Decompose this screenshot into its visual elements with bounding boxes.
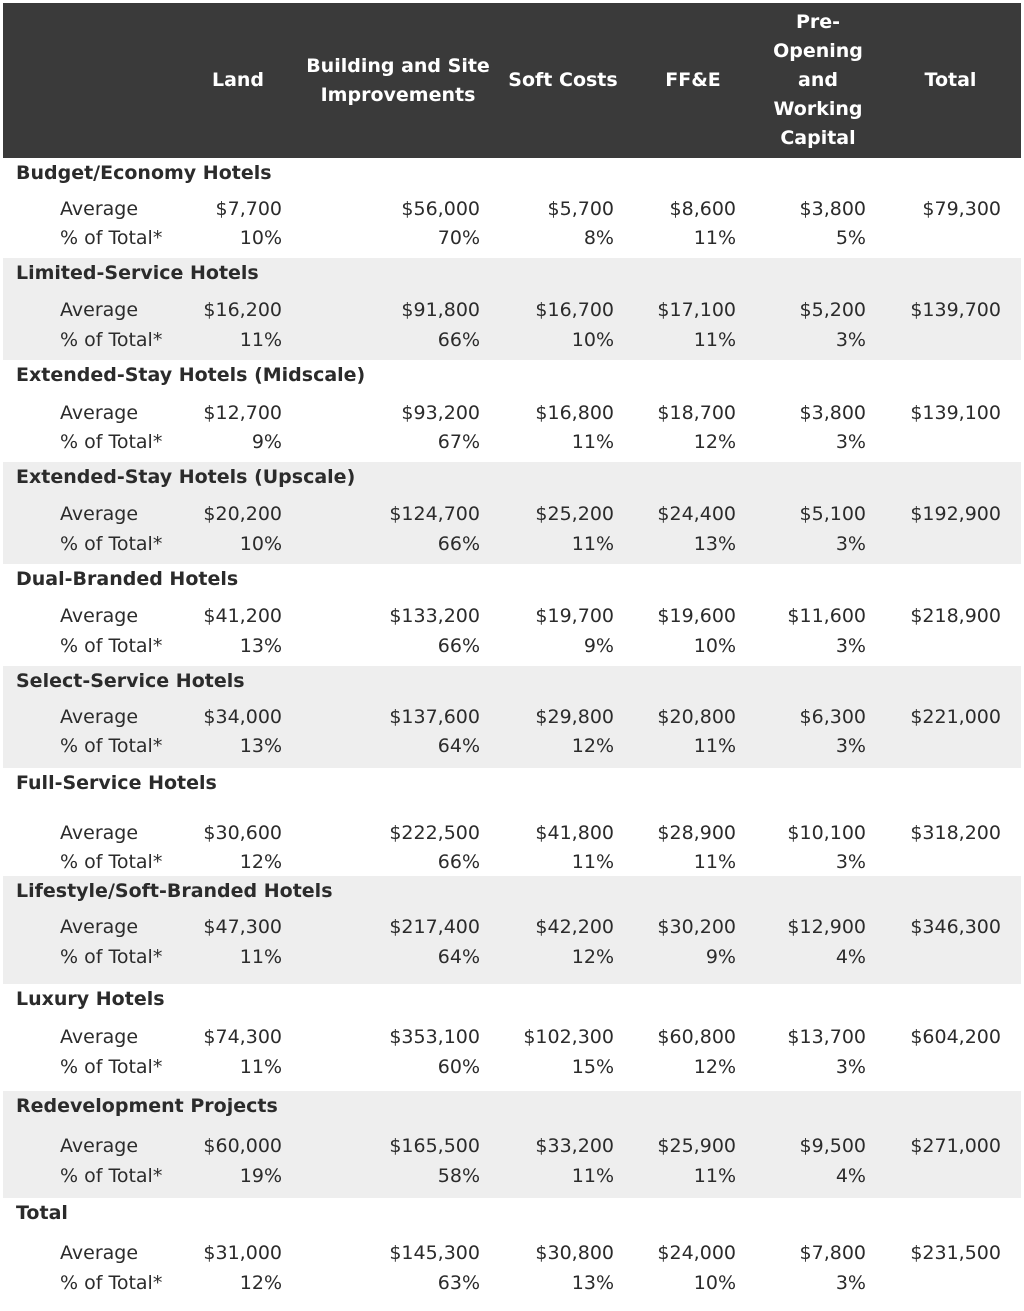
section-title: Extended-Stay Hotels (Midscale) xyxy=(16,364,366,386)
pct-row-cell: 11% xyxy=(693,329,736,351)
average-row-label: Average xyxy=(60,299,139,321)
pct-row-cell: 66% xyxy=(437,635,480,657)
pct-row-label: % of Total* xyxy=(60,329,163,351)
pct-row-cell: 5% xyxy=(835,227,866,249)
section-title: Full-Service Hotels xyxy=(16,772,217,794)
average-row-label: Average xyxy=(60,198,139,220)
col-header-ffe: FF&E xyxy=(665,69,721,91)
average-row-cell: $19,600 xyxy=(657,605,736,627)
pct-row-cell: 66% xyxy=(437,533,480,555)
pct-row-cell: 11% xyxy=(693,851,736,873)
pct-row-cell: 13% xyxy=(239,735,282,757)
average-row-cell: $60,000 xyxy=(203,1135,282,1157)
average-row-cell: $133,200 xyxy=(389,605,480,627)
col-header-soft-costs: Soft Costs xyxy=(508,69,618,91)
average-row-cell: $8,600 xyxy=(669,198,736,220)
average-row-cell: $29,800 xyxy=(535,706,614,728)
average-row-cell: $10,100 xyxy=(787,822,866,844)
pct-row-cell: 11% xyxy=(571,431,614,453)
average-row-cell: $165,500 xyxy=(389,1135,480,1157)
average-row-cell: $217,400 xyxy=(389,916,480,938)
pct-row-cell: 13% xyxy=(571,1272,614,1294)
section-group xyxy=(3,768,1021,876)
pct-row-cell: 15% xyxy=(571,1056,614,1078)
average-row-cell: $145,300 xyxy=(389,1242,480,1264)
pct-row-cell: 64% xyxy=(437,946,480,968)
average-row-cell: $218,900 xyxy=(910,605,1001,627)
average-row-cell: $346,300 xyxy=(910,916,1001,938)
average-row-cell: $3,800 xyxy=(799,198,866,220)
pct-row-cell: 10% xyxy=(693,1272,736,1294)
pct-row-cell: 10% xyxy=(693,635,736,657)
section-title: Luxury Hotels xyxy=(16,988,165,1010)
average-row-cell: $41,800 xyxy=(535,822,614,844)
average-row-cell: $34,000 xyxy=(203,706,282,728)
average-row-label: Average xyxy=(60,1026,139,1048)
average-row-cell: $31,000 xyxy=(203,1242,282,1264)
average-row-cell: $30,200 xyxy=(657,916,736,938)
average-row-cell: $30,800 xyxy=(535,1242,614,1264)
pct-row-label: % of Total* xyxy=(60,946,163,968)
pct-row-cell: 11% xyxy=(571,851,614,873)
average-row-label: Average xyxy=(60,1242,139,1264)
pct-row-cell: 3% xyxy=(835,533,866,555)
average-row-label: Average xyxy=(60,706,139,728)
section-title: Redevelopment Projects xyxy=(16,1095,278,1117)
pct-row-cell: 12% xyxy=(693,431,736,453)
pct-row-cell: 3% xyxy=(835,851,866,873)
pct-row-cell: 63% xyxy=(437,1272,480,1294)
average-row-cell: $5,700 xyxy=(547,198,614,220)
pct-row-cell: 12% xyxy=(571,946,614,968)
section-group xyxy=(3,158,1021,258)
average-row-cell: $20,800 xyxy=(657,706,736,728)
pct-row-cell: 13% xyxy=(239,635,282,657)
average-row-cell: $47,300 xyxy=(203,916,282,938)
pct-row-label: % of Total* xyxy=(60,431,163,453)
average-row-cell: $28,900 xyxy=(657,822,736,844)
pct-row-cell: 11% xyxy=(239,946,282,968)
pct-row-label: % of Total* xyxy=(60,851,163,873)
pct-row-cell: 60% xyxy=(437,1056,480,1078)
pct-row-cell: 12% xyxy=(693,1056,736,1078)
section-group xyxy=(3,666,1021,768)
average-row-cell: $7,700 xyxy=(215,198,282,220)
average-row-label: Average xyxy=(60,503,139,525)
average-row-cell: $271,000 xyxy=(910,1135,1001,1157)
pct-row-cell: 70% xyxy=(437,227,480,249)
section-group xyxy=(3,258,1021,360)
pct-row-cell: 3% xyxy=(835,431,866,453)
pct-row-cell: 11% xyxy=(239,1056,282,1078)
average-row-cell: $91,800 xyxy=(401,299,480,321)
section-title: Lifestyle/Soft-Branded Hotels xyxy=(16,880,333,902)
average-row-cell: $6,300 xyxy=(799,706,866,728)
pct-row-cell: 9% xyxy=(705,946,736,968)
average-row-cell: $74,300 xyxy=(203,1026,282,1048)
average-row-cell: $9,500 xyxy=(799,1135,866,1157)
pct-row-cell: 10% xyxy=(239,533,282,555)
average-row-cell: $3,800 xyxy=(799,402,866,424)
average-row-cell: $25,900 xyxy=(657,1135,736,1157)
pct-row-cell: 11% xyxy=(571,533,614,555)
average-row-cell: $5,200 xyxy=(799,299,866,321)
average-row-cell: $12,900 xyxy=(787,916,866,938)
section-title: Select-Service Hotels xyxy=(16,670,245,692)
section-group xyxy=(3,462,1021,564)
pct-row-label: % of Total* xyxy=(60,1056,163,1078)
average-row-cell: $13,700 xyxy=(787,1026,866,1048)
average-row-label: Average xyxy=(60,402,139,424)
table-header xyxy=(3,3,1021,158)
pct-row-cell: 11% xyxy=(693,1165,736,1187)
col-header-total: Total xyxy=(924,69,977,91)
pct-row-label: % of Total* xyxy=(60,735,163,757)
pct-row-cell: 3% xyxy=(835,635,866,657)
average-row-cell: $137,600 xyxy=(389,706,480,728)
average-row-cell: $16,700 xyxy=(535,299,614,321)
pct-row-label: % of Total* xyxy=(60,1272,163,1294)
pct-row-cell: 12% xyxy=(571,735,614,757)
average-row-cell: $56,000 xyxy=(401,198,480,220)
pct-row-label: % of Total* xyxy=(60,635,163,657)
average-row-cell: $24,400 xyxy=(657,503,736,525)
pct-row-cell: 10% xyxy=(571,329,614,351)
average-row-cell: $19,700 xyxy=(535,605,614,627)
section-title: Dual-Branded Hotels xyxy=(16,568,239,590)
section-group xyxy=(3,1091,1021,1198)
pct-row-cell: 9% xyxy=(583,635,614,657)
pct-row-cell: 11% xyxy=(693,227,736,249)
average-row-label: Average xyxy=(60,1135,139,1157)
average-row-cell: $353,100 xyxy=(389,1026,480,1048)
col-header-preopening: Pre- Opening and Working Capital xyxy=(773,11,863,149)
average-row-cell: $11,600 xyxy=(787,605,866,627)
pct-row-cell: 64% xyxy=(437,735,480,757)
average-row-cell: $93,200 xyxy=(401,402,480,424)
section-group xyxy=(3,1198,1021,1311)
average-row-cell: $102,300 xyxy=(523,1026,614,1048)
average-row-cell: $42,200 xyxy=(535,916,614,938)
average-row-cell: $604,200 xyxy=(910,1026,1001,1048)
pct-row-cell: 4% xyxy=(835,1165,866,1187)
average-row-cell: $231,500 xyxy=(910,1242,1001,1264)
col-header-building: Building and Site Improvements xyxy=(306,54,490,106)
pct-row-cell: 66% xyxy=(437,851,480,873)
section-title: Limited-Service Hotels xyxy=(16,262,259,284)
average-row-cell: $222,500 xyxy=(389,822,480,844)
pct-row-cell: 3% xyxy=(835,1056,866,1078)
average-row-cell: $318,200 xyxy=(910,822,1001,844)
average-row-cell: $124,700 xyxy=(389,503,480,525)
average-row-cell: $24,000 xyxy=(657,1242,736,1264)
average-row-label: Average xyxy=(60,916,139,938)
col-header-land: Land xyxy=(211,69,265,91)
average-row-cell: $60,800 xyxy=(657,1026,736,1048)
average-row-cell: $221,000 xyxy=(910,706,1001,728)
pct-row-cell: 3% xyxy=(835,735,866,757)
average-row-cell: $16,800 xyxy=(535,402,614,424)
pct-row-cell: 11% xyxy=(693,735,736,757)
average-row-cell: $5,100 xyxy=(799,503,866,525)
average-row-label: Average xyxy=(60,822,139,844)
average-row-cell: $30,600 xyxy=(203,822,282,844)
pct-row-cell: 12% xyxy=(239,1272,282,1294)
pct-row-cell: 58% xyxy=(437,1165,480,1187)
section-group xyxy=(3,876,1021,984)
section-group xyxy=(3,360,1021,462)
pct-row-cell: 8% xyxy=(583,227,614,249)
section-group xyxy=(3,564,1021,666)
section-title: Extended-Stay Hotels (Upscale) xyxy=(16,466,356,488)
pct-row-cell: 11% xyxy=(239,329,282,351)
pct-row-cell: 19% xyxy=(239,1165,282,1187)
pct-row-cell: 10% xyxy=(239,227,282,249)
pct-row-cell: 11% xyxy=(571,1165,614,1187)
average-row-cell: $139,700 xyxy=(910,299,1001,321)
section-title: Total xyxy=(16,1202,68,1224)
pct-row-cell: 3% xyxy=(835,1272,866,1294)
average-row-cell: $25,200 xyxy=(535,503,614,525)
pct-row-cell: 12% xyxy=(239,851,282,873)
pct-row-cell: 66% xyxy=(437,329,480,351)
average-row-label: Average xyxy=(60,605,139,627)
pct-row-cell: 67% xyxy=(437,431,480,453)
average-row-cell: $79,300 xyxy=(922,198,1001,220)
average-row-cell: $20,200 xyxy=(203,503,282,525)
average-row-cell: $12,700 xyxy=(203,402,282,424)
section-title: Budget/Economy Hotels xyxy=(16,162,272,184)
pct-row-cell: 13% xyxy=(693,533,736,555)
average-row-cell: $18,700 xyxy=(657,402,736,424)
pct-row-cell: 4% xyxy=(835,946,866,968)
pct-row-cell: 3% xyxy=(835,329,866,351)
section-group xyxy=(3,984,1021,1091)
pct-row-label: % of Total* xyxy=(60,533,163,555)
pct-row-label: % of Total* xyxy=(60,227,163,249)
average-row-cell: $33,200 xyxy=(535,1135,614,1157)
pct-row-label: % of Total* xyxy=(60,1165,163,1187)
average-row-cell: $192,900 xyxy=(910,503,1001,525)
average-row-cell: $41,200 xyxy=(203,605,282,627)
average-row-cell: $7,800 xyxy=(799,1242,866,1264)
average-row-cell: $16,200 xyxy=(203,299,282,321)
average-row-cell: $17,100 xyxy=(657,299,736,321)
average-row-cell: $139,100 xyxy=(910,402,1001,424)
pct-row-cell: 9% xyxy=(251,431,282,453)
